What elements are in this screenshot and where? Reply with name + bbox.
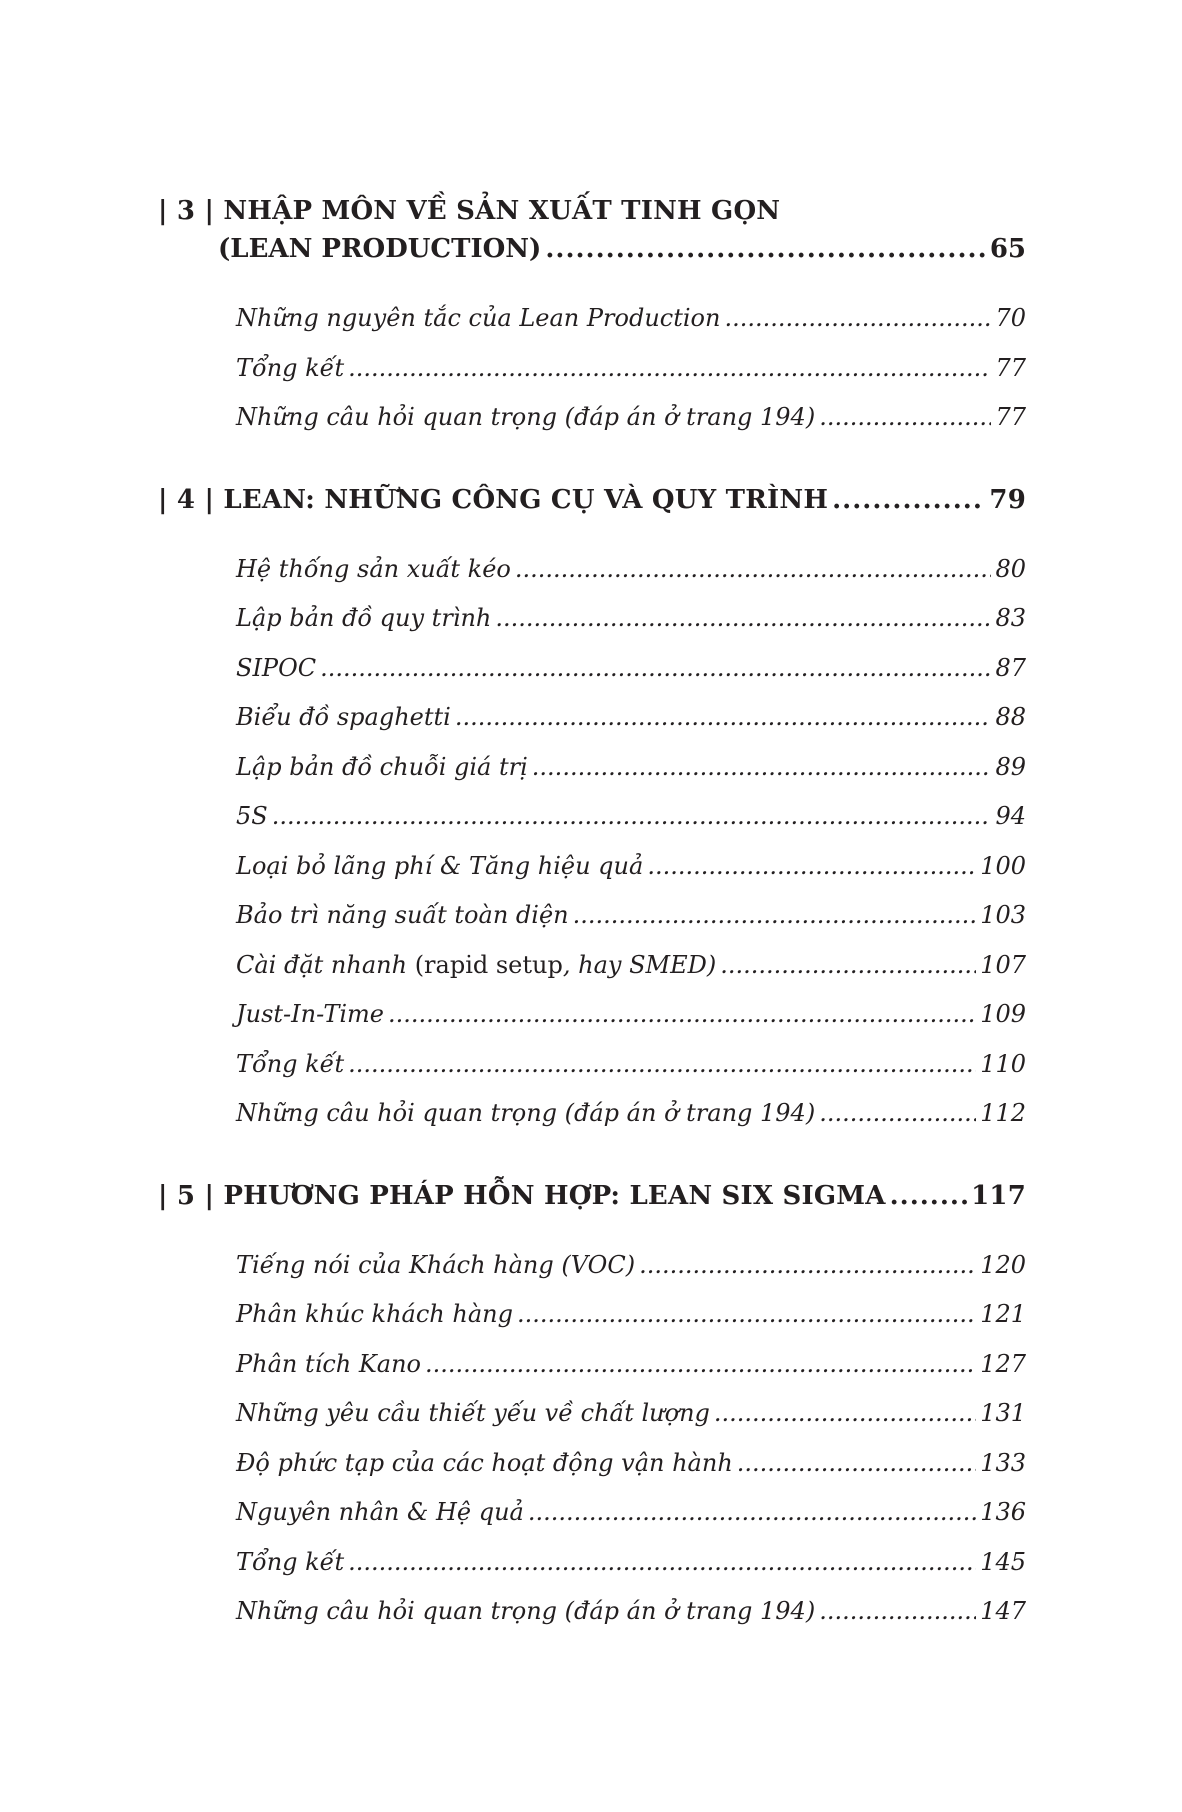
chapter-page-number: 79 [989,484,1026,515]
dot-leader [890,1177,968,1215]
dot-leader [737,1439,976,1489]
toc-entry [236,1587,1026,1637]
entry-page-number: 100 [980,851,1026,880]
dot-leader [720,941,976,991]
dot-leader [320,644,991,694]
entry-page-number: 112 [980,1099,1026,1127]
entry-title-upright-part: (rapid setup [414,950,563,979]
entry-page-number: 121 [980,1300,1026,1328]
chapter-entries [158,1241,1026,1637]
entry-title: Những câu hỏi quan trọng (đáp án ở trang 194) [236,1099,816,1127]
entry-page-number: 107 [980,950,1026,979]
toc-entry [236,1488,1026,1538]
dot-leader [819,1587,976,1637]
dot-leader [388,990,976,1040]
entry-page-number: 120 [980,1250,1026,1279]
dot-leader [545,230,985,268]
entry-title: Những câu hỏi quan trọng (đáp án ở trang 194) [236,1597,816,1625]
toc-entry [236,1389,1026,1439]
chapter-heading [158,481,1026,519]
chapter-3 [158,192,1026,443]
dot-leader [724,294,991,344]
entry-page-number: 70 [995,304,1026,332]
entry-title: Phân tích Kano [236,1349,421,1378]
entry-page-number: 136 [980,1498,1026,1526]
toc-entry [236,792,1026,842]
entry-title: Tiếng nói của Khách hàng (VOC) [236,1250,636,1279]
entry-page-number: 88 [995,703,1026,731]
toc-entry [236,842,1026,892]
entry-title: Những câu hỏi quan trọng (đáp án ở trang 194) [236,403,816,431]
entry-page-number: 94 [995,802,1026,830]
entry-title: Độ phức tạp của các hoạt động vận hành [236,1448,733,1477]
entry-page-number: 147 [980,1597,1026,1625]
entry-page-number: 103 [980,901,1026,929]
chapter-number: | 5 | [158,1180,224,1211]
toc-entry [236,1340,1026,1390]
chapter-5 [158,1177,1026,1637]
dot-leader [819,393,991,443]
entry-title: Tổng kết [236,1547,345,1576]
toc-entry [236,294,1026,344]
entry-page-number: 83 [995,604,1026,632]
chapter-title: PHƯƠNG PHÁP HỖN HỢP: LEAN SIX SIGMA [223,1180,886,1211]
dot-leader [348,1538,976,1588]
toc-entry [236,545,1026,595]
table-of-contents [158,192,1026,1675]
toc-entry [236,990,1026,1040]
toc-entry [236,1040,1026,1090]
toc-entry [236,644,1026,694]
dot-leader [647,842,976,892]
dot-leader [832,481,985,519]
entry-title: Phân khúc khách hàng [236,1300,513,1328]
dot-leader [455,693,992,743]
toc-entry [236,1538,1026,1588]
chapter-entries [158,545,1026,1139]
toc-entry [236,1290,1026,1340]
entry-title: SIPOC [236,653,317,682]
chapter-title: LEAN: NHỮNG CÔNG CỤ VÀ QUY TRÌNH [223,484,829,515]
entry-page-number: 87 [995,653,1026,682]
entry-page-number: 110 [980,1049,1026,1078]
chapter-page-number: 117 [971,1180,1026,1211]
entry-title: Lập bản đồ quy trình [236,604,492,632]
toc-entry [236,344,1026,394]
dot-leader [495,594,991,644]
dot-leader [517,1290,976,1340]
dot-leader [532,743,992,793]
entry-title-part: Cài đặt nhanh [236,950,415,979]
entry-page-number: 133 [980,1448,1026,1477]
chapter-title-continued: (LEAN PRODUCTION) [218,234,542,264]
entry-page-number: 109 [980,1000,1026,1028]
entry-page-number: 127 [980,1349,1026,1378]
toc-entry [236,1241,1026,1291]
dot-leader [348,1040,976,1090]
entry-title: Những yêu cầu thiết yếu về chất lượng [236,1399,710,1427]
chapter-heading [158,192,1026,230]
dot-leader [528,1488,976,1538]
entry-page-number: 77 [995,353,1026,382]
entry-page-number: 145 [980,1547,1026,1576]
dot-leader [573,891,977,941]
toc-entry [236,743,1026,793]
entry-title: Bảo trì năng suất toàn diện [236,901,569,929]
toc-entry [236,1439,1026,1489]
chapter-title: NHẬP MÔN VỀ SẢN XUẤT TINH GỌN [223,196,781,226]
entry-title-part: , hay SMED) [562,950,717,979]
entry-page-number: 77 [995,403,1026,431]
dot-leader [425,1340,976,1390]
entry-title: Biểu đồ spaghetti [236,703,451,731]
dot-leader [348,344,991,394]
entry-title: Những nguyên tắc của Lean Production [236,304,721,332]
toc-entry [236,393,1026,443]
dot-leader [819,1089,976,1139]
entry-title: Nguyên nhân & Hệ quả [236,1498,524,1526]
entry-title: Hệ thống sản xuất kéo [236,554,511,583]
entry-title: Loại bỏ lãng phí & Tăng hiệu quả [236,851,644,880]
toc-entry [236,941,1026,991]
chapter-number: | 4 | [158,484,224,515]
toc-entry [236,693,1026,743]
toc-entry [236,1089,1026,1139]
dot-leader [272,792,992,842]
entry-title: Lập bản đồ chuỗi giá trị [236,752,528,781]
chapter-entries [158,294,1026,443]
entry-title: Just-In-Time [236,1000,384,1028]
entry-title: Tổng kết [236,1049,345,1078]
dot-leader [515,545,992,595]
entry-page-number: 80 [995,554,1026,583]
chapter-number: | 3 | [158,196,224,226]
dot-leader [714,1389,976,1439]
toc-entry [236,891,1026,941]
entry-title: Tổng kết [236,353,345,382]
dot-leader [639,1241,976,1291]
chapter-4 [158,481,1026,1139]
toc-entry [236,594,1026,644]
entry-page-number: 89 [995,752,1026,781]
chapter-heading [158,1177,1026,1215]
entry-title [236,941,716,991]
chapter-page-number: 65 [989,234,1026,264]
entry-title: 5S [236,802,268,830]
chapter-heading-line2 [158,230,1026,268]
entry-page-number: 131 [980,1399,1026,1427]
